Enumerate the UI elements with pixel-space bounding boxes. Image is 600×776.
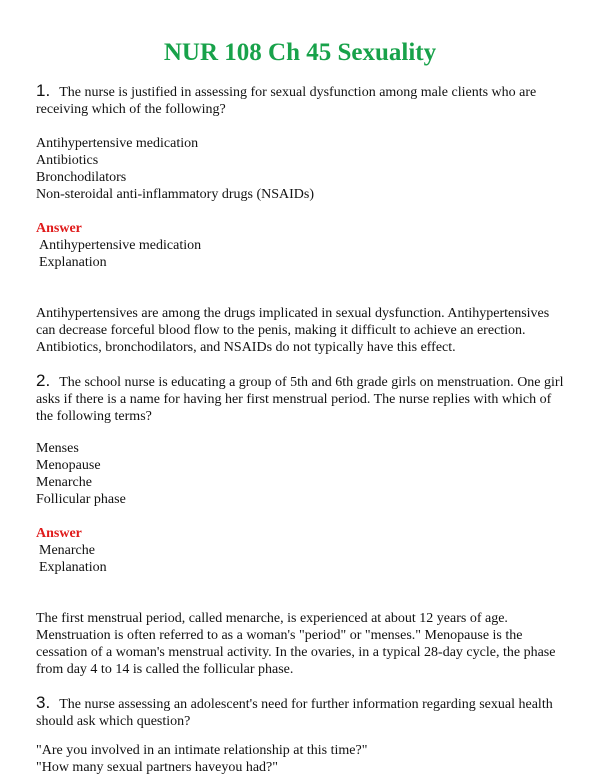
spacer — [36, 271, 564, 305]
question-1-text: The nurse is justified in assessing for sexual dysfunction among male clients who are receiving which of the following? — [36, 85, 537, 117]
question-1-explanation: Antihypertensives are among the drugs implicated in sexual dysfunction. Antihypertensives can decrease forceful blood flow to the penis, making it difficult to achieve an erection. Antibiotics, bronchodilators, and NSAIDs do not typically have this effect. — [36, 306, 550, 355]
question-2-explanation: The first menstrual period, called menarche, is experienced at about 12 years of age. Menstruation is often referred to as a woman's "period" or "menses." Menopause is the cessation of a woman's menstrual activity. In the ovaries, in a typical 28-day cycle, the phase from day 4 to 14 is called the follicular phase. — [36, 611, 556, 677]
question-3-text: The nurse assessing an adolescent's need for further information regarding sexual health should ask which question? — [36, 697, 553, 729]
document-title: NUR 108 Ch 45 Sexuality — [163, 39, 437, 66]
question-1-answer-label: Answer — [36, 221, 82, 236]
question-1-answer: Antihypertensive medication — [39, 238, 202, 253]
spacer — [36, 576, 564, 610]
question-1 — [36, 82, 564, 356]
question-1-prompt — [36, 82, 564, 118]
question-1-option-d: Non-steroidal anti-inflammatory drugs (NSAIDs) — [36, 187, 314, 202]
question-3 — [36, 694, 564, 776]
question-3-prompt — [36, 694, 564, 730]
question-1-explanation-label: Explanation — [39, 255, 107, 270]
question-2-answer-label: Answer — [36, 526, 82, 541]
question-3-options — [36, 742, 564, 776]
question-1-option-b: Antibiotics — [36, 153, 99, 168]
question-2-number: 2. — [36, 371, 51, 390]
question-2-option-b: Menopause — [36, 458, 101, 473]
question-2-prompt — [36, 372, 564, 425]
question-2-option-d: Follicular phase — [36, 492, 126, 507]
question-1-options — [36, 135, 564, 203]
question-2-answer-block — [36, 525, 564, 576]
question-2-answer: Menarche — [39, 543, 95, 558]
question-2 — [36, 372, 564, 678]
question-1-option-a: Antihypertensive medication — [36, 136, 199, 151]
question-2-text: The school nurse is educating a group of 5th and 6th grade girls on menstruation. One girl asks if there is a name for having her first menstrual period. The nurse replies with which of the following terms? — [36, 375, 564, 424]
question-1-number: 1. — [36, 81, 51, 100]
question-1-option-c: Bronchodilators — [36, 170, 127, 185]
question-3-option-b: "How many sexual partners haveyou had?" — [36, 760, 278, 775]
question-1-answer-block — [36, 220, 564, 271]
question-2-option-c: Menarche — [36, 475, 92, 490]
question-3-option-a: "Are you involved in an intimate relationship at this time?" — [36, 743, 368, 758]
question-2-options — [36, 440, 564, 508]
question-2-explanation-label: Explanation — [39, 560, 107, 575]
question-2-option-a: Menses — [36, 441, 79, 456]
question-3-number: 3. — [36, 693, 51, 712]
